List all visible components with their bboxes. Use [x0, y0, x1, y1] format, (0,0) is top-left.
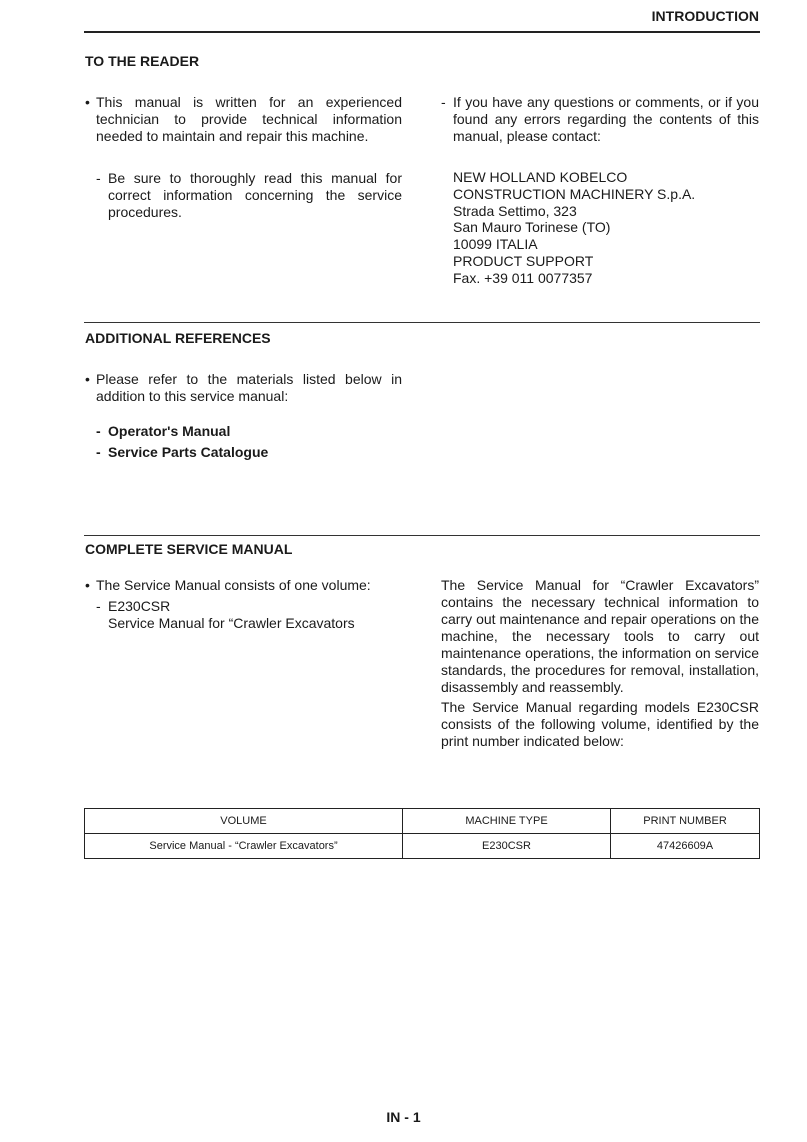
- reader-dash-text: Be sure to thoroughly read this manual for correct information concerning the service procedures.: [108, 170, 402, 220]
- print-number-table: [84, 808, 760, 859]
- section-divider: [84, 535, 760, 536]
- reader-bullet-text: This manual is written for an experienced technician to provide technical information needed to maintain and repair this machine.: [96, 94, 402, 144]
- page-header-title: INTRODUCTION: [651, 8, 759, 24]
- reference-item: Operator's Manual: [108, 423, 231, 439]
- address-line: Strada Settimo, 323: [453, 202, 577, 219]
- address-line: 10099 ITALIA: [453, 236, 538, 253]
- table-row: [85, 834, 760, 859]
- table-cell: E230CSR: [403, 834, 611, 859]
- references-bullet-text: Please refer to the materials listed below in addition to this service manual:: [96, 371, 402, 404]
- address-line: Fax. +39 011 0077357: [453, 269, 593, 286]
- table-header-cell: MACHINE TYPE: [403, 809, 611, 834]
- section-heading-references: ADDITIONAL REFERENCES: [85, 330, 271, 346]
- bullet-icon: •: [85, 577, 90, 593]
- bullet-icon: •: [85, 371, 90, 387]
- table-cell: Service Manual - “Crawler Excavators”: [85, 834, 403, 859]
- address-line: CONSTRUCTION MACHINERY S.p.A.: [453, 185, 696, 202]
- complete-paragraph-1: The Service Manual for “Crawler Excavators” contains the necessary technical information to carry out maintenance and repair operations on the machine, the necessary tools to carry out maintenance operations, the information on service standards, the procedures for removal, installation, disassembly and reassembly.: [441, 577, 759, 695]
- section-divider: [84, 322, 760, 323]
- address-line: NEW HOLLAND KOBELCO: [453, 169, 628, 185]
- reference-item: Service Parts Catalogue: [108, 444, 269, 460]
- dash-icon: -: [96, 444, 101, 460]
- dash-icon: -: [96, 598, 101, 614]
- table-header-cell: PRINT NUMBER: [611, 809, 760, 834]
- manual-name: Service Manual for “Crawler Excavators: [108, 615, 355, 631]
- contact-address: [453, 169, 695, 287]
- table-header-row: [85, 809, 760, 834]
- model-name: E230CSR: [108, 598, 171, 614]
- reader-contact-text: If you have any questions or comments, or if you found any errors regarding the contents of this manual, please contact:: [453, 94, 759, 144]
- page-number: IN - 1: [386, 1109, 421, 1125]
- section-heading-reader: TO THE READER: [85, 53, 200, 69]
- complete-bullet-text: The Service Manual consists of one volume:: [96, 577, 371, 593]
- address-line: PRODUCT SUPPORT: [453, 252, 594, 269]
- dash-icon: -: [441, 94, 446, 110]
- complete-paragraph-2: The Service Manual regarding models E230CSR consists of the following volume, identified by the print number indicated below:: [441, 699, 759, 749]
- bullet-icon: •: [85, 94, 90, 110]
- table-header-cell: VOLUME: [85, 809, 403, 834]
- header-rule: [84, 31, 760, 33]
- address-line: San Mauro Torinese (TO): [453, 219, 611, 236]
- section-heading-complete: COMPLETE SERVICE MANUAL: [85, 541, 293, 557]
- table-cell: 47426609A: [611, 834, 760, 859]
- dash-icon: -: [96, 170, 101, 186]
- dash-icon: -: [96, 423, 101, 439]
